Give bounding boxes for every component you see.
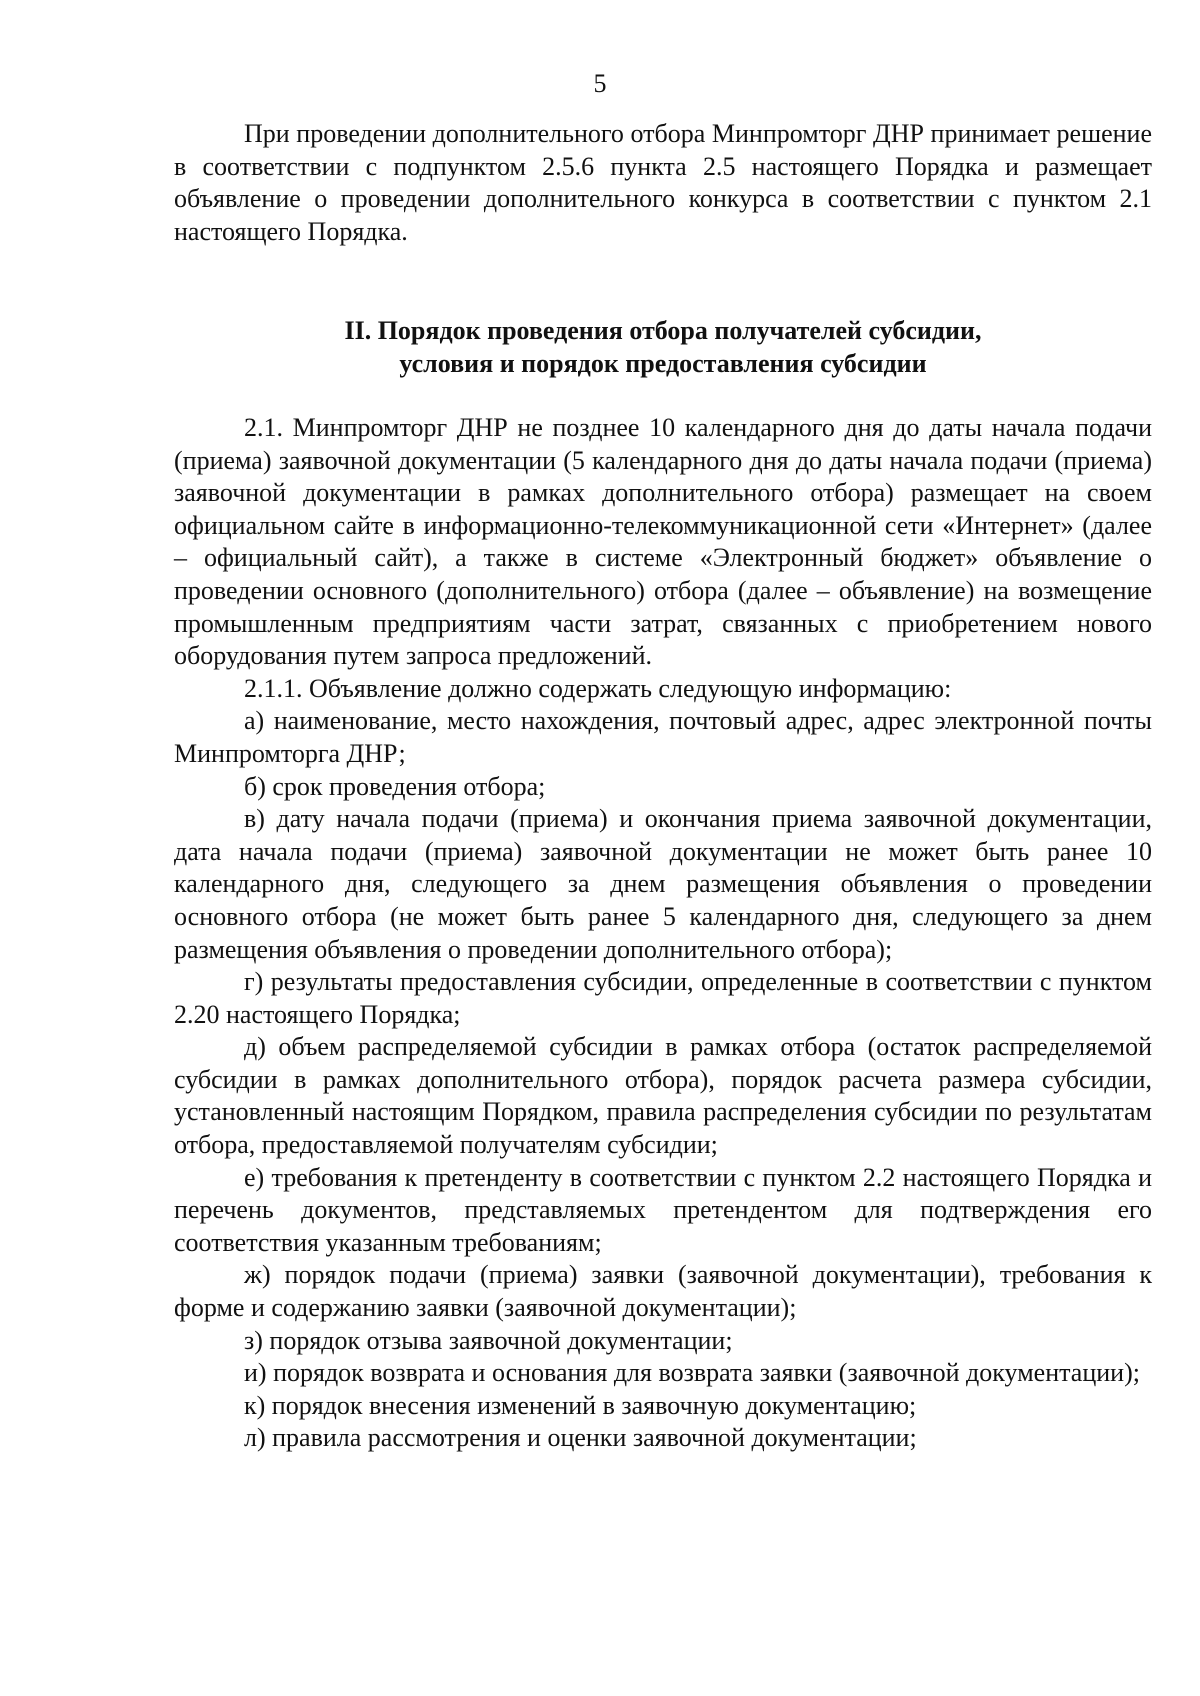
intro-paragraph: При проведении дополнительного отбора Минпромторг ДНР принимает решение в соответствии с подпунктом 2.5.6 пункта 2.5 настоящего Порядка и размещает объявление о проведении дополнительного конкурса в соответствии с пунктом 2.1 настоящего Порядка. <box>174 119 1152 246</box>
section-heading <box>174 314 1152 380</box>
paragraph-2-1-1: 2.1.1. Объявление должно содержать следующую информацию: <box>244 673 952 703</box>
list-item-v: в) дату начала подачи (приема) и окончания приема заявочной документации, дата начала подачи (приема) заявочной документации не может быть ранее 10 календарного дня, следующего за днем размещения объявления о проведении основного отбора (не может быть ранее 5 календарного дня, следующего за днем размещения объявления о проведении дополнительного отбора); <box>174 804 1152 964</box>
list-item-d: д) объем распределяемой субсидии в рамках отбора (остаток распределяемой субсидии в рамках дополнительного отбора), порядок расчета размера субсидии, установленный настоящим Порядком, правила распределения субсидии по результатам отбора, предоставляемой получателям субсидии; <box>174 1032 1152 1160</box>
intro-block <box>174 118 1152 248</box>
paragraph-2-1: 2.1. Минпромторг ДНР не позднее 10 календарного дня до даты начала подачи (приема) заявочной документации (5 календарного дня до даты начала подачи (приема) заявочной документации в рамках дополнительного отбора) размещает на своем официальном сайте в информационно-телекоммуникационной сети «Интернет» (далее – официальный сайт), а также в системе «Электронный бюджет» объявление о проведении основного (дополнительного) отбора (далее – объявление) на возмещение промышленным предприятиям части затрат, связанных с приобретением нового оборудования путем запроса предложений. <box>174 413 1152 671</box>
list-item-g: г) результаты предоставления субсидии, определенные в соответствии с пунктом 2.20 настоящего Порядка; <box>174 967 1152 1029</box>
list-item-zh: ж) порядок подачи (приема) заявки (заявочной документации), требования к форме и содержанию заявки (заявочной документации); <box>174 1260 1152 1323</box>
list-item-a: а) наименование, место нахождения, почтовый адрес, адрес электронной почты Минпромторга ДНР; <box>174 706 1152 768</box>
section-heading-line-1: II. Порядок проведения отбора получателей субсидии, <box>344 316 982 345</box>
list-item-i: и) порядок возврата и основания для возврата заявки (заявочной документации); <box>244 1358 1140 1388</box>
section-heading-line-2: условия и порядок предоставления субсидии <box>399 349 927 378</box>
list-item-b: б) срок проведения отбора; <box>244 771 546 801</box>
page-number: 5 <box>593 69 607 98</box>
list-item-e: е) требования к претенденту в соответствии с пунктом 2.2 настоящего Порядка и перечень документов, представляемых претендентом для подтверждения его соответствия указанным требованиям; <box>174 1162 1152 1257</box>
list-item-z: з) порядок отзыва заявочной документации; <box>244 1325 733 1355</box>
section-body <box>174 412 1152 1455</box>
list-item-l: л) правила рассмотрения и оценки заявочной документации; <box>244 1423 917 1453</box>
list-item-k: к) порядок внесения изменений в заявочную документацию; <box>244 1390 917 1420</box>
